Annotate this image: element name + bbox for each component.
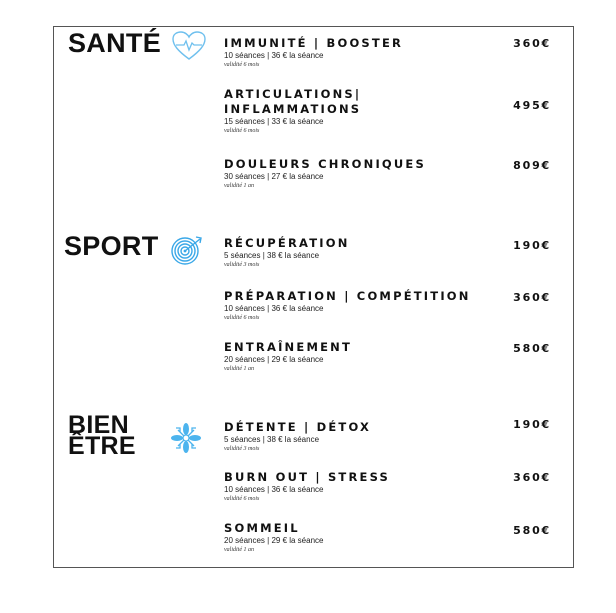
heart-pulse-icon bbox=[172, 31, 206, 61]
item-price: 360€ bbox=[513, 471, 551, 484]
item-detail: 10 séances | 36 € la séance bbox=[224, 51, 324, 60]
item-detail: 15 séances | 33 € la séance bbox=[224, 117, 324, 126]
category-bien-etre-line1: BIEN bbox=[68, 411, 129, 439]
item-detail: 20 séances | 29 € la séance bbox=[224, 355, 324, 364]
item-price: 360€ bbox=[513, 291, 551, 304]
category-bien-etre-title bbox=[68, 411, 136, 460]
item-title: IMMUNITÉ | BOOSTER bbox=[224, 36, 404, 50]
item-validity: validité 3 mois bbox=[224, 446, 260, 452]
item-detail: 20 séances | 29 € la séance bbox=[224, 536, 324, 545]
item-title: SOMMEIL bbox=[224, 521, 300, 535]
item-title: ENTRAÎNEMENT bbox=[224, 340, 353, 354]
item-price: 809€ bbox=[513, 159, 551, 172]
category-sante-title: SANTÉ bbox=[68, 28, 162, 58]
item-price: 580€ bbox=[513, 342, 551, 355]
price-list-frame bbox=[53, 26, 574, 568]
item-price: 495€ bbox=[513, 99, 551, 112]
item-detail: 30 séances | 27 € la séance bbox=[224, 172, 324, 181]
flower-snowflake-icon bbox=[170, 422, 202, 454]
item-validity: validité 6 mois bbox=[224, 62, 260, 68]
item-validity: validité 6 mois bbox=[224, 315, 260, 321]
item-validity: validité 1 an bbox=[224, 366, 254, 372]
item-title-line2: INFLAMMATIONS bbox=[224, 102, 362, 116]
item-validity: validité 1 an bbox=[224, 183, 254, 189]
item-detail: 10 séances | 36 € la séance bbox=[224, 304, 324, 313]
item-price: 190€ bbox=[513, 239, 551, 252]
item-title: DÉTENTE | DÉTOX bbox=[224, 420, 372, 434]
item-validity: validité 1 an bbox=[224, 547, 254, 553]
item-detail: 5 séances | 38 € la séance bbox=[224, 435, 320, 444]
item-validity: validité 6 mois bbox=[224, 128, 260, 134]
item-price: 190€ bbox=[513, 418, 551, 431]
item-title: PRÉPARATION | COMPÉTITION bbox=[224, 289, 471, 303]
item-title: DOULEURS CHRONIQUES bbox=[224, 157, 426, 171]
item-detail: 10 séances | 36 € la séance bbox=[224, 485, 324, 494]
item-title: BURN OUT | STRESS bbox=[224, 470, 391, 484]
item-price: 580€ bbox=[513, 524, 551, 537]
item-detail: 5 séances | 38 € la séance bbox=[224, 251, 320, 260]
item-title-line1: ARTICULATIONS| bbox=[224, 87, 362, 101]
item-title: RÉCUPÉRATION bbox=[224, 236, 350, 250]
item-price: 360€ bbox=[513, 37, 551, 50]
item-validity: validité 6 mois bbox=[224, 496, 260, 502]
item-validity: validité 3 mois bbox=[224, 262, 260, 268]
target-icon bbox=[170, 234, 204, 266]
category-sport-title: SPORT bbox=[64, 231, 159, 261]
category-bien-etre-line2: ÊTRE bbox=[68, 432, 136, 460]
